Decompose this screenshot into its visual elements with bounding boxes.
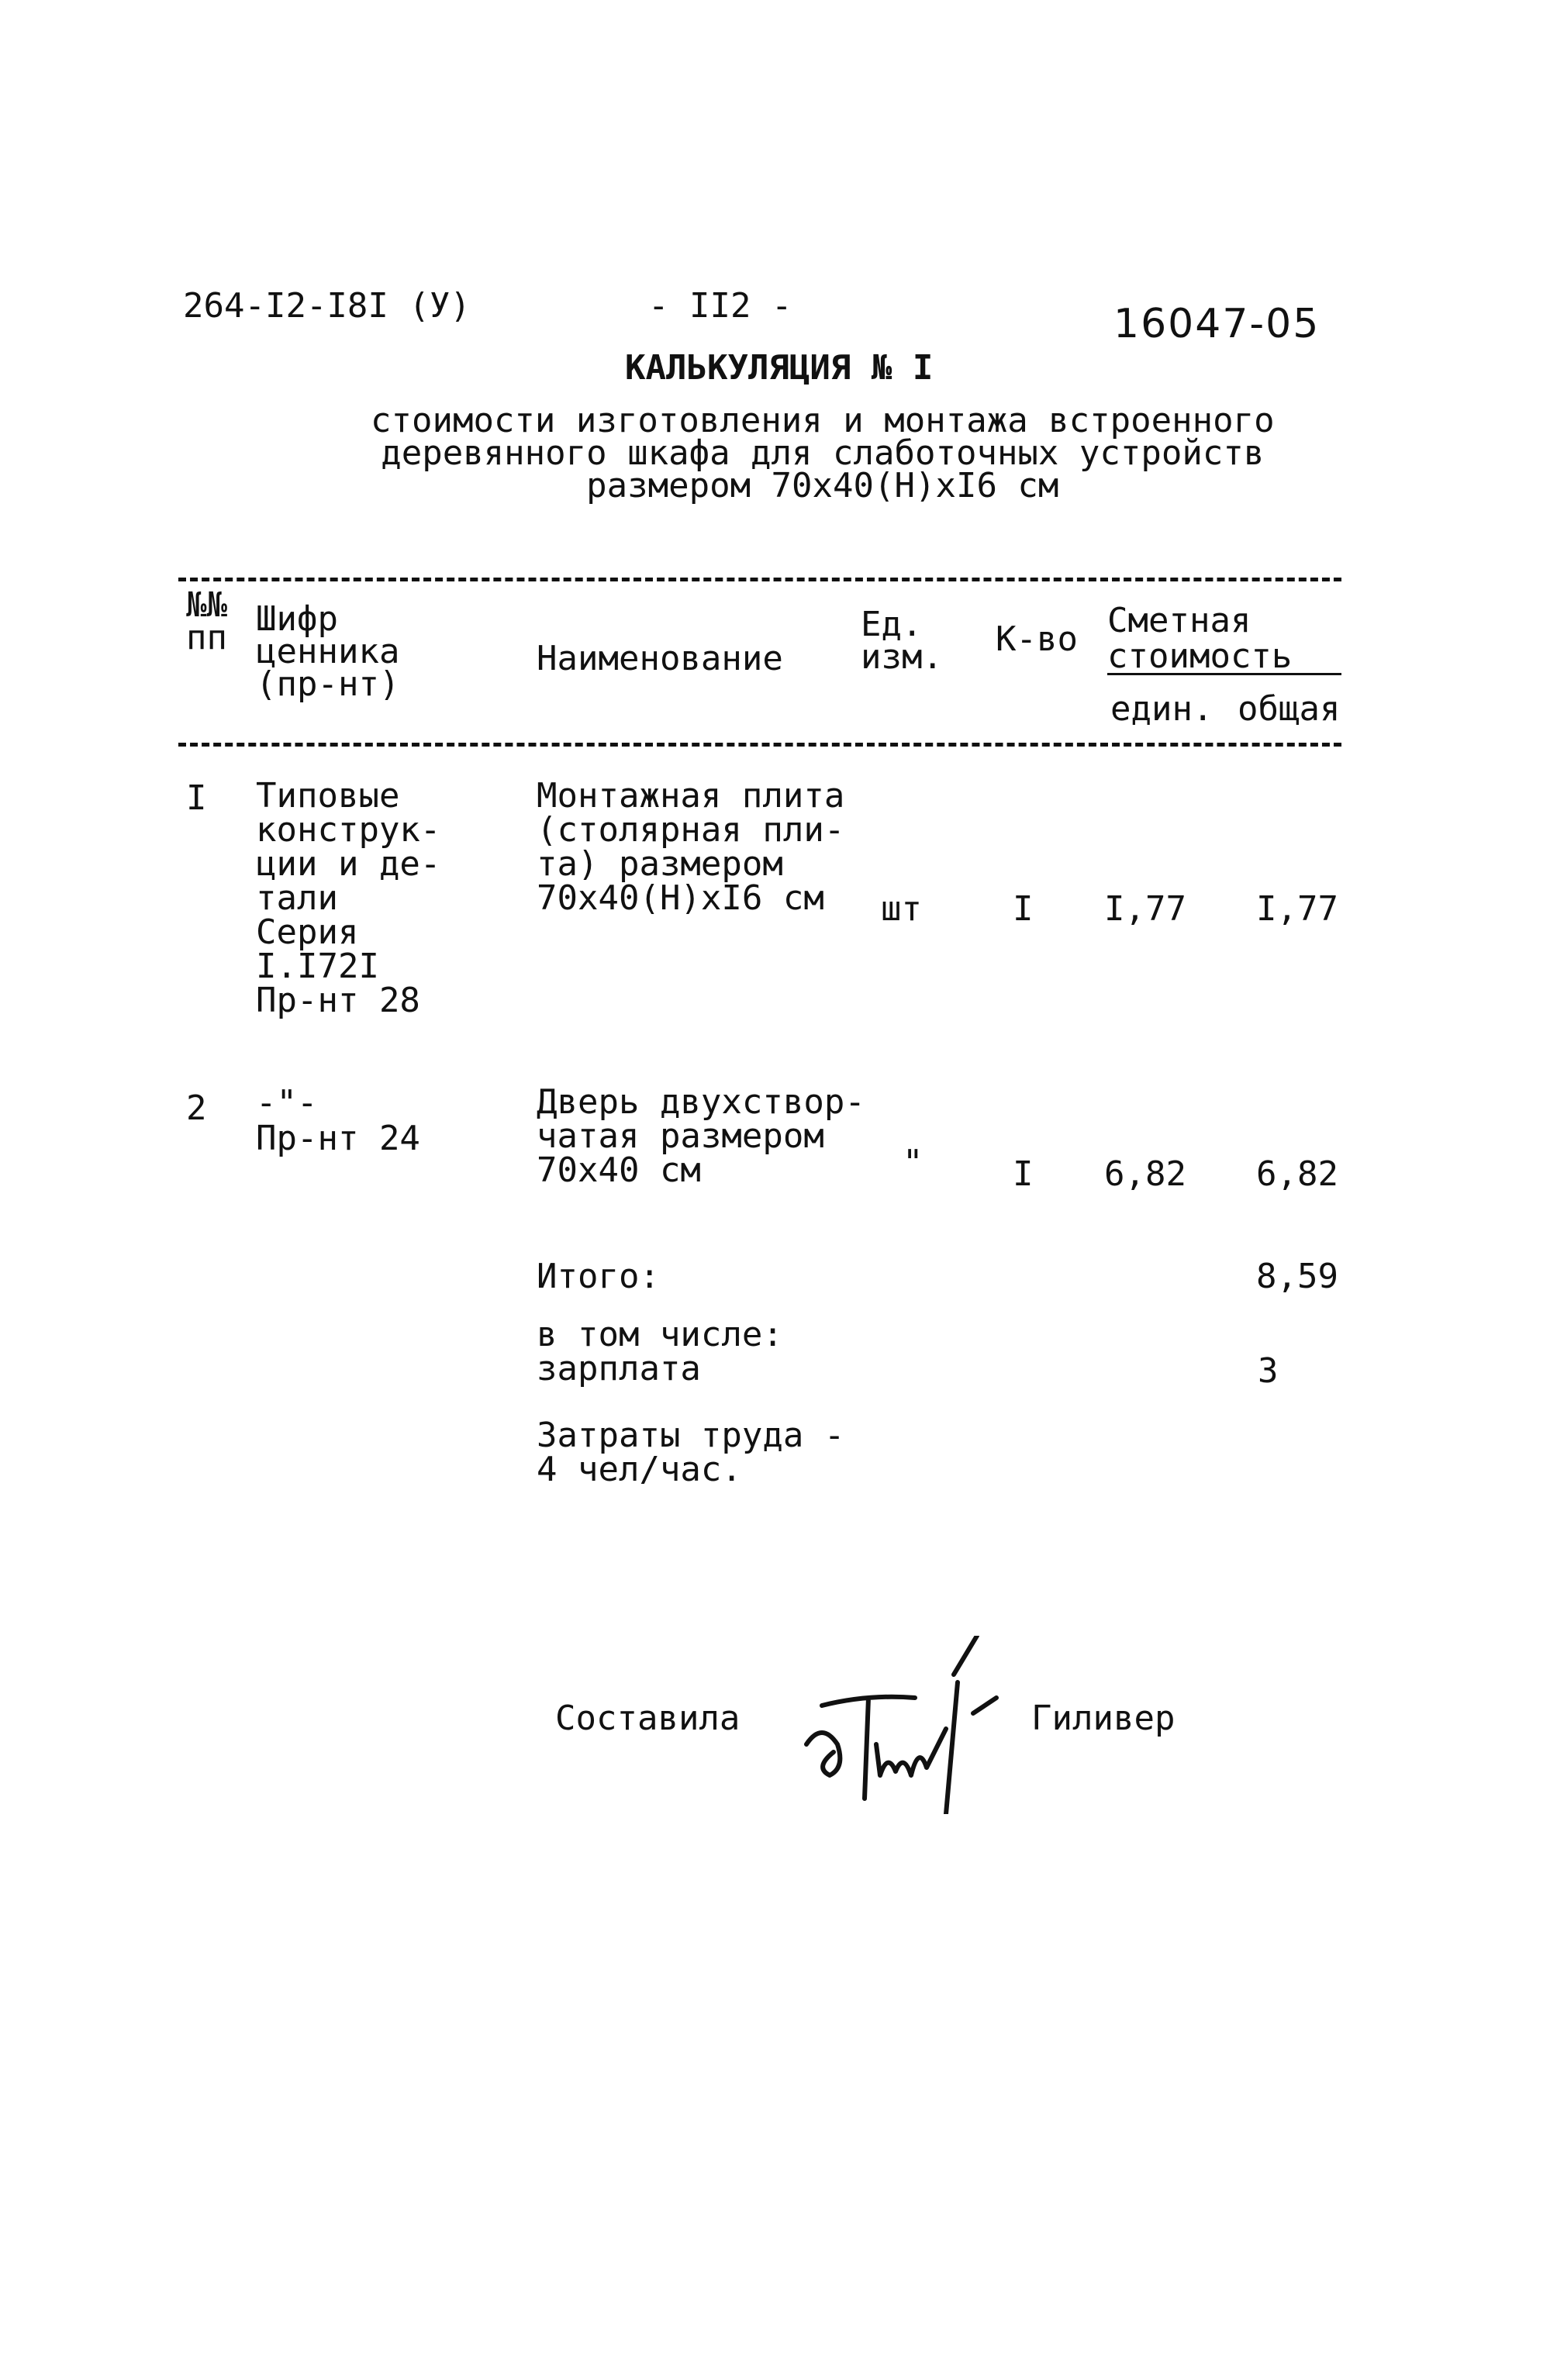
col-header-num: №№ пп	[186, 585, 227, 657]
handwritten-number: 16047-05	[1113, 301, 1321, 347]
row-1-cost-total: I,77	[1256, 889, 1338, 929]
col-header-name: Наименование	[537, 639, 783, 678]
page-number: - II2 -	[648, 286, 792, 326]
row-2-cost-total: 6,82	[1256, 1154, 1338, 1194]
document-subtitle: стоимости изготовления и монтажа встроенного деревянного шкафа для слаботочных устройств размером 70х40(Н)хI6 см	[371, 401, 1275, 505]
col-header-cost-unit: един.	[1110, 689, 1213, 729]
document-title: КАЛЬКУЛЯЦИЯ № I	[625, 348, 934, 388]
cost-header-underline	[1107, 673, 1341, 675]
row-2-unit: "	[903, 1143, 923, 1182]
col-header-unit: Ед. изм.	[861, 605, 943, 677]
row-1-name: Монтажная плита (столярная пли- та) размером 70х40(Н)хI6 см	[537, 776, 845, 918]
table-top-rule	[178, 578, 1341, 581]
row-2-code: -"- Пр-нт 24	[256, 1083, 420, 1158]
col-header-cost: Сметная стоимость	[1107, 601, 1293, 676]
handwritten-signature	[791, 1636, 1024, 1814]
row-1-cost-unit: I,77	[1104, 889, 1186, 929]
row-1-unit: шт	[881, 889, 922, 929]
including-salary-label: в том числе: зарплата	[537, 1315, 783, 1388]
row-2-num: 2	[186, 1088, 207, 1128]
col-header-qty: К-во	[996, 619, 1078, 659]
row-2-qty: I	[1013, 1154, 1034, 1194]
compiled-by-label: Составила	[555, 1699, 741, 1738]
row-1-qty: I	[1013, 889, 1034, 929]
total-value: 8,59	[1256, 1257, 1338, 1296]
row-1-code: Типовые конструк- ции и де- тали Серия I.I72I Пр-нт 28	[256, 776, 441, 1020]
salary-value: 3	[1258, 1351, 1279, 1391]
col-header-cost-total: общая	[1238, 689, 1341, 729]
row-2-cost-unit: 6,82	[1104, 1154, 1186, 1194]
signer-name: Гиливер	[1031, 1699, 1176, 1738]
col-header-code: Шифр ценника (пр-нт)	[256, 599, 400, 704]
document-code: 264-I2-I8I (У)	[183, 286, 471, 326]
total-label: Итого:	[537, 1257, 660, 1296]
row-1-num: I	[186, 778, 207, 818]
table-header-rule	[178, 743, 1341, 747]
labor-costs: Затраты труда - 4 чел/час.	[537, 1416, 845, 1489]
row-2-name: Дверь двухствор- чатая размером 70х40 см	[537, 1082, 865, 1190]
